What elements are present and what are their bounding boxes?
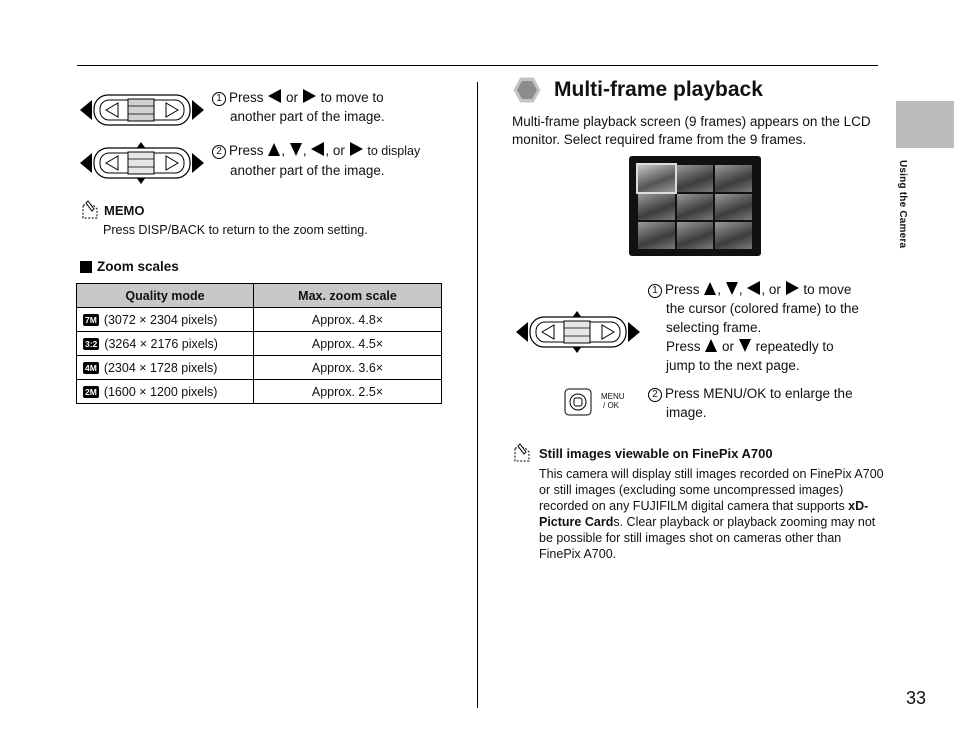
right-step-1: 1 Press , , , or to move the cursor (colored frame) to the selecting frame. Press or repeatedly to jump to the next page. (648, 280, 884, 375)
frame-thumbnail (715, 165, 752, 192)
lcd-multi-frame-image (629, 156, 761, 256)
step-number: 1 (648, 284, 662, 298)
frame-thumbnail (677, 165, 714, 192)
left-step-1: 1 Press or to move to another part of the image. (212, 88, 452, 126)
quality-badge: 7M (85, 314, 97, 325)
zoom-scales-heading: Zoom scales (80, 259, 179, 274)
quality-badge: 2M (85, 386, 97, 397)
table-row: 2M (1600 × 1200 pixels) Approx. 2.5× (77, 380, 442, 404)
table-row: 4M (2304 × 1728 pixels) Approx. 3.6× (77, 356, 442, 380)
dpad-left-right-icon (80, 92, 204, 128)
arrow-right-icon (786, 281, 799, 295)
side-tab (896, 101, 954, 148)
column-divider (477, 82, 478, 708)
memo-icon (512, 443, 534, 463)
arrow-down-icon (726, 282, 738, 295)
menu-ok-label: MENU / OK (601, 392, 625, 410)
frame-thumbnail (638, 165, 675, 192)
menu-ok-button-icon (564, 388, 592, 416)
frame-thumbnail (715, 222, 752, 249)
page-number: 33 (906, 688, 927, 708)
still-images-text: This camera will display still images recorded on FinePix A700 or still images (excluding some uncompressed images) recorded on any FUJIFILM digital camera that supports xD-Picture Cards. Clear playback or playback zooming may not be possible for still images shot on cameras other than FinePix A700. (539, 467, 884, 561)
quality-badge: 4M (85, 362, 97, 373)
step-number: 1 (212, 92, 226, 106)
arrow-up-icon (705, 339, 717, 352)
table-row: 7M (3072 × 2304 pixels) Approx. 4.8× (77, 308, 442, 332)
step-number: 2 (212, 145, 226, 159)
arrow-down-icon (739, 339, 751, 352)
frame-thumbnail (638, 222, 675, 249)
arrow-left-icon (311, 142, 324, 156)
arrow-up-icon (704, 282, 716, 295)
table-header: Max. zoom scale (254, 284, 442, 308)
memo-icon (80, 200, 100, 220)
left-step-2: 2 Press , , , or to display another part of the image. (212, 141, 452, 180)
arrow-left-icon (747, 281, 760, 295)
frame-thumbnail (677, 194, 714, 221)
memo-text: Press DISP/BACK to return to the zoom setting. (103, 223, 368, 237)
section-title: Multi-frame playback (512, 76, 763, 104)
arrow-up-icon (268, 143, 280, 156)
frame-thumbnail (638, 194, 675, 221)
frame-thumbnail (715, 194, 752, 221)
quality-badge: 3:2 (85, 338, 98, 349)
still-images-heading: Still images viewable on FinePix A700 (512, 443, 773, 463)
right-step-2: 2 Press MENU/OK to enlarge the image. (648, 384, 884, 422)
dpad-four-way-icon (80, 141, 204, 185)
arrow-right-icon (350, 142, 363, 156)
step-number: 2 (648, 388, 662, 402)
top-rule (77, 65, 878, 66)
frame-thumbnail (677, 222, 714, 249)
table-header: Quality mode (77, 284, 254, 308)
arrow-right-icon (303, 89, 316, 103)
zoom-scales-table (76, 283, 442, 404)
hexagon-icon (512, 76, 542, 104)
intro-text: Multi-frame playback screen (9 frames) appears on the LCD monitor. Select required frame from the 9 frames. (512, 114, 871, 147)
table-header-row (77, 284, 442, 308)
arrow-left-icon (268, 89, 281, 103)
dpad-four-way-icon (516, 310, 640, 354)
arrow-down-icon (290, 143, 302, 156)
table-row: 3:2 (3264 × 2176 pixels) Approx. 4.5× (77, 332, 442, 356)
side-label: Using the Camera (897, 160, 908, 249)
memo-heading: MEMO (80, 200, 144, 220)
square-bullet-icon (80, 261, 92, 273)
